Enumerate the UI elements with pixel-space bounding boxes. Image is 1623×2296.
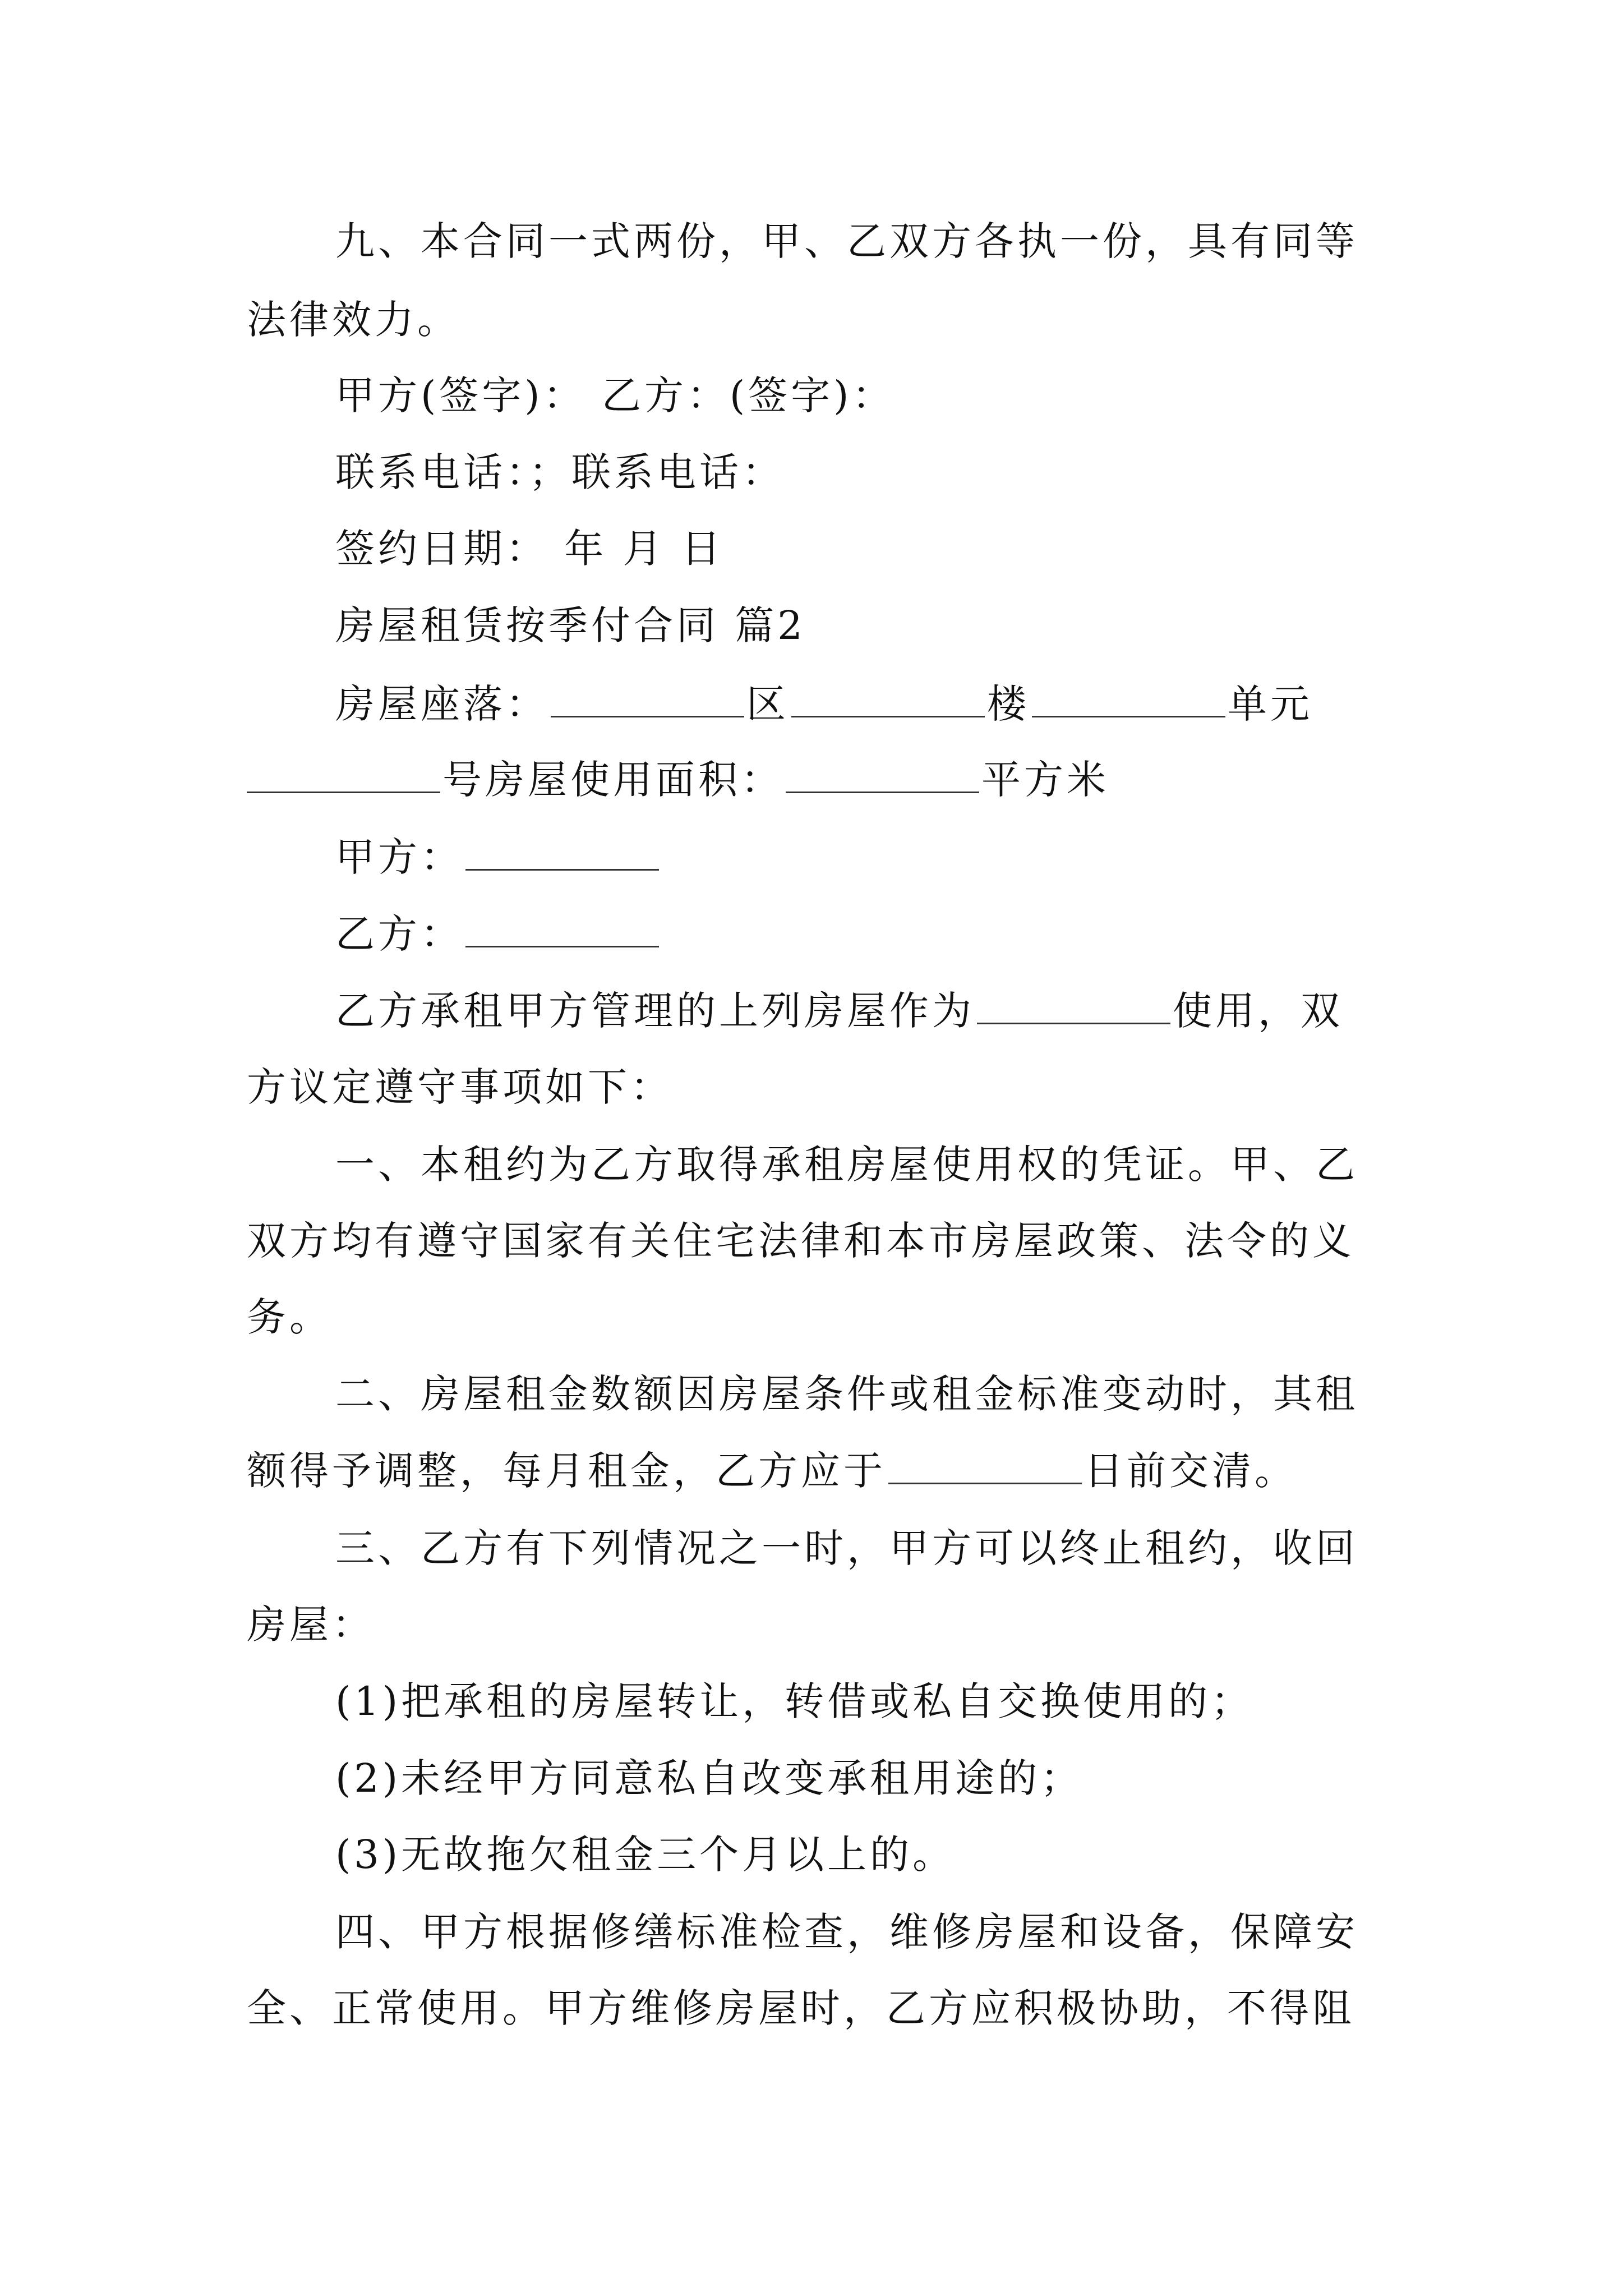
house-number-blank [247,752,440,793]
usage-line-1 [335,983,1343,1039]
area-label: 号房屋使用面积： [442,757,783,803]
rent-text-end: 日前交清。 [1084,1448,1297,1494]
clause-3-item-3: (3)无故拖欠租金三个月以上的。 [335,1832,956,1878]
usage-blank [977,983,1170,1024]
area-blank [786,752,979,793]
clause-3-item-2: (2)未经甲方同意私自改变承租用途的； [335,1755,1083,1801]
party-b-label: 乙方： [335,911,463,957]
rent-text-start: 额得予调整，每月租金，乙方应于 [247,1448,886,1494]
property-location-label: 房屋座落： [335,681,548,727]
party-a-line [335,829,661,885]
building-blank [791,677,985,717]
signing-date-line: 签约日期： 年 月 日 [335,526,724,572]
district-label: 区 [746,681,789,727]
party-a-label: 甲方： [335,834,463,880]
contact-phone-line: 联系电话：；联系电话： [335,449,785,495]
clause-1-line-3: 务。 [247,1294,332,1340]
clause-9-line-2: 法律效力。 [247,297,460,343]
unit-blank [1032,677,1225,717]
party-a-blank [465,830,659,871]
square-meter-label: 平方米 [981,757,1109,803]
unit-label: 单元 [1228,681,1313,727]
clause-4-line-1: 四、甲方根据修缮标准检查，维修房屋和设备，保障安 [335,1909,1358,1955]
party-b-line [335,906,661,962]
clause-4-line-2: 全、正常使用。甲方维修房屋时，乙方应积极协助，不得阻 [247,1985,1355,2031]
usage-text-start: 乙方承租甲方管理的上列房屋作为 [335,988,975,1034]
rent-day-blank [888,1443,1082,1484]
district-blank [551,677,744,717]
contract-title-part2: 房屋租赁按季付合同 篇2 [335,602,806,648]
clause-2-line-2 [247,1443,1297,1499]
clause-3-item-1: (1)把承租的房屋转让，转借或私自交换使用的； [335,1678,1254,1724]
clause-1-line-2: 双方均有遵守国家有关住宅法律和本市房屋政策、法令的义 [247,1218,1355,1264]
clause-1-line-1: 一、本租约为乙方取得承租房屋使用权的凭证。甲、乙 [335,1142,1358,1188]
clause-2-line-1: 二、房屋租金数额因房屋条件或租金标准变动时，其租 [335,1371,1358,1417]
clause-3-line-1: 三、乙方有下列情况之一时，甲方可以终止租约，收回 [335,1525,1358,1571]
clause-9-line-1: 九、本合同一式两份，甲、乙双方各执一份，具有同等 [335,218,1358,264]
usage-line-2: 方议定遵守事项如下： [247,1064,673,1110]
property-location-line [335,676,1313,732]
clause-3-line-2: 房屋： [247,1602,375,1648]
usage-text-end: 使用，双 [1173,988,1343,1034]
signature-line: 甲方(签字)： 乙方：(签字)： [335,372,895,418]
party-b-blank [465,907,659,947]
building-label: 楼 [987,681,1030,727]
house-area-line [247,752,1109,808]
